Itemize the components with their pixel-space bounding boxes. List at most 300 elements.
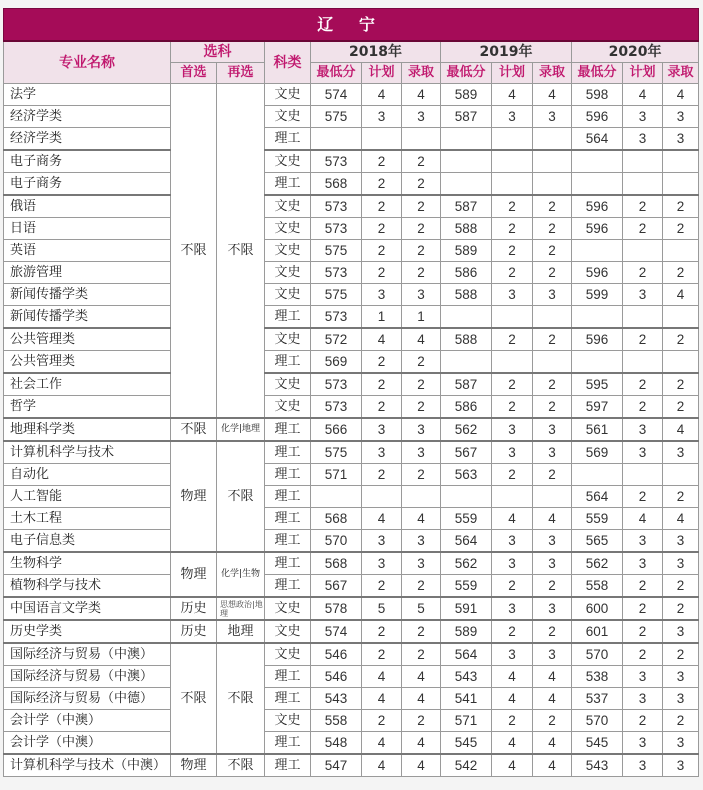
y2020-min-score-cell: 570 bbox=[572, 710, 623, 732]
y2019-min-score-cell: 589 bbox=[441, 240, 492, 262]
major-name-cell: 国际经济与贸易（中德） bbox=[4, 688, 171, 710]
y2020-admitted-cell: 3 bbox=[663, 128, 699, 151]
y2018-min-score-cell: 574 bbox=[311, 620, 362, 643]
first-choice-cell: 物理 bbox=[171, 441, 217, 552]
y2018-min-score-cell: 546 bbox=[311, 643, 362, 666]
y2019-plan-cell: 2 bbox=[492, 240, 533, 262]
y2018-min-score-cell: 573 bbox=[311, 373, 362, 396]
table-row bbox=[4, 173, 699, 196]
y2020-plan-cell: 2 bbox=[623, 328, 663, 351]
table-row bbox=[4, 84, 699, 106]
y2018-plan-cell: 3 bbox=[362, 106, 402, 128]
y2020-admitted-cell: 2 bbox=[663, 262, 699, 284]
y2018-admitted-cell: 2 bbox=[402, 396, 441, 419]
y2018-min-score-cell: 573 bbox=[311, 262, 362, 284]
y2020-plan-cell: 2 bbox=[623, 710, 663, 732]
y2019-admitted-cell: 4 bbox=[533, 732, 572, 755]
table-row bbox=[4, 464, 699, 486]
y2018-min-score-cell: 546 bbox=[311, 666, 362, 688]
y2020-plan-cell: 4 bbox=[623, 84, 663, 106]
y2019-min-score-cell: 545 bbox=[441, 732, 492, 755]
y2018-admitted-cell: 2 bbox=[402, 218, 441, 240]
y2019-admitted-cell: 3 bbox=[533, 552, 572, 575]
y2018-plan-cell: 4 bbox=[362, 688, 402, 710]
y2019-admitted-cell: 2 bbox=[533, 262, 572, 284]
table-title: 辽 宁 bbox=[4, 9, 699, 42]
y2018-plan-cell: 2 bbox=[362, 464, 402, 486]
y2020-min-score-cell: 596 bbox=[572, 195, 623, 218]
table-row bbox=[4, 128, 699, 151]
y2020-plan-cell: 3 bbox=[623, 418, 663, 441]
table-row bbox=[4, 150, 699, 173]
y2020-plan-cell: 2 bbox=[623, 396, 663, 419]
y2018-min-score-cell: 567 bbox=[311, 575, 362, 598]
category-cell: 文史 bbox=[265, 328, 311, 351]
category-cell: 文史 bbox=[265, 620, 311, 643]
y2018-admitted-cell: 2 bbox=[402, 240, 441, 262]
y2020-plan-cell: 4 bbox=[623, 508, 663, 530]
first-choice-cell: 历史 bbox=[171, 620, 217, 643]
table-row bbox=[4, 262, 699, 284]
major-name-cell: 哲学 bbox=[4, 396, 171, 419]
y2018-admitted-cell: 4 bbox=[402, 508, 441, 530]
y2019-plan-cell: 2 bbox=[492, 575, 533, 598]
y2020-min-score-cell: 596 bbox=[572, 262, 623, 284]
y2018-admitted-cell: 2 bbox=[402, 195, 441, 218]
y2018-plan-cell: 4 bbox=[362, 732, 402, 755]
y2018-min-score-cell: 575 bbox=[311, 106, 362, 128]
major-name-cell: 会计学（中澳） bbox=[4, 710, 171, 732]
category-cell: 文史 bbox=[265, 262, 311, 284]
category-cell: 理工 bbox=[265, 418, 311, 441]
y2018-min-score-cell: 568 bbox=[311, 508, 362, 530]
major-name-cell: 新闻传播学类 bbox=[4, 284, 171, 306]
y2019-admitted-cell bbox=[533, 486, 572, 508]
table-row bbox=[4, 710, 699, 732]
y2020-plan-cell: 2 bbox=[623, 262, 663, 284]
major-name-cell: 经济学类 bbox=[4, 128, 171, 151]
y2020-admitted-cell: 3 bbox=[663, 620, 699, 643]
y2020-plan-cell bbox=[623, 173, 663, 196]
category-cell: 文史 bbox=[265, 106, 311, 128]
table-row bbox=[4, 195, 699, 218]
major-name-cell: 植物科学与技术 bbox=[4, 575, 171, 598]
table-row bbox=[4, 575, 699, 598]
y2020-plan-cell: 2 bbox=[623, 597, 663, 620]
y2020-admitted-cell: 3 bbox=[663, 441, 699, 464]
y2018-admitted-cell: 3 bbox=[402, 106, 441, 128]
y2020-plan-cell bbox=[623, 351, 663, 374]
y2018-plan-cell: 3 bbox=[362, 530, 402, 553]
y2019-admitted-cell bbox=[533, 128, 572, 151]
y2018-admitted-cell: 2 bbox=[402, 262, 441, 284]
y2020-plan-cell: 2 bbox=[623, 218, 663, 240]
y2020-min-score-cell: 597 bbox=[572, 396, 623, 419]
major-name-cell: 国际经济与贸易（中澳） bbox=[4, 643, 171, 666]
y2018-admitted-cell: 2 bbox=[402, 620, 441, 643]
y2018-min-score-cell: 573 bbox=[311, 195, 362, 218]
y2019-plan-cell: 3 bbox=[492, 418, 533, 441]
y2019-min-score-cell: 559 bbox=[441, 508, 492, 530]
y2020-admitted-cell: 2 bbox=[663, 575, 699, 598]
y2018-admitted-cell: 4 bbox=[402, 84, 441, 106]
y2020-plan-cell: 3 bbox=[623, 732, 663, 755]
first-choice-cell: 物理 bbox=[171, 552, 217, 597]
y2019-min-score-cell: 588 bbox=[441, 218, 492, 240]
y2020-min-score-cell: 543 bbox=[572, 754, 623, 777]
y2019-admitted-cell: 2 bbox=[533, 240, 572, 262]
y2020-admitted-cell: 2 bbox=[663, 597, 699, 620]
y2019-plan-cell: 4 bbox=[492, 666, 533, 688]
y2018-plan-cell: 2 bbox=[362, 620, 402, 643]
table-row bbox=[4, 351, 699, 374]
table-row bbox=[4, 643, 699, 666]
y2019-admitted-cell: 2 bbox=[533, 575, 572, 598]
y2018-admitted-cell: 2 bbox=[402, 643, 441, 666]
y2019-admitted-cell bbox=[533, 351, 572, 374]
y2019-plan-cell bbox=[492, 150, 533, 173]
y2019-min-score-cell bbox=[441, 486, 492, 508]
y2020-plan-cell: 3 bbox=[623, 754, 663, 777]
y2020-plan-cell: 3 bbox=[623, 106, 663, 128]
y2018-admitted-cell: 4 bbox=[402, 754, 441, 777]
y2019-admitted-cell bbox=[533, 150, 572, 173]
y2019-plan-cell: 2 bbox=[492, 620, 533, 643]
y2018-plan-cell: 5 bbox=[362, 597, 402, 620]
header-2018-admitted: 录取 bbox=[402, 63, 441, 84]
y2018-admitted-cell: 2 bbox=[402, 373, 441, 396]
y2019-plan-cell: 2 bbox=[492, 373, 533, 396]
table-row bbox=[4, 508, 699, 530]
y2018-admitted-cell: 3 bbox=[402, 284, 441, 306]
major-name-cell: 生物科学 bbox=[4, 552, 171, 575]
y2019-min-score-cell: 586 bbox=[441, 262, 492, 284]
category-cell: 理工 bbox=[265, 530, 311, 553]
y2018-plan-cell: 2 bbox=[362, 173, 402, 196]
first-choice-cell: 物理 bbox=[171, 754, 217, 777]
y2019-min-score-cell: 564 bbox=[441, 530, 492, 553]
y2019-admitted-cell: 2 bbox=[533, 195, 572, 218]
y2020-min-score-cell: 545 bbox=[572, 732, 623, 755]
y2019-admitted-cell: 3 bbox=[533, 284, 572, 306]
y2020-admitted-cell: 2 bbox=[663, 710, 699, 732]
category-cell: 理工 bbox=[265, 486, 311, 508]
y2020-admitted-cell bbox=[663, 306, 699, 329]
y2019-min-score-cell: 563 bbox=[441, 464, 492, 486]
y2019-plan-cell: 2 bbox=[492, 464, 533, 486]
y2019-admitted-cell bbox=[533, 173, 572, 196]
category-cell: 理工 bbox=[265, 754, 311, 777]
major-name-cell: 历史学类 bbox=[4, 620, 171, 643]
second-choice-cell: 不限 bbox=[217, 754, 265, 777]
y2020-admitted-cell bbox=[663, 150, 699, 173]
second-choice-cell: 不限 bbox=[217, 84, 265, 419]
major-name-cell: 电子信息类 bbox=[4, 530, 171, 553]
y2019-plan-cell: 2 bbox=[492, 710, 533, 732]
table-row bbox=[4, 418, 699, 441]
y2018-min-score-cell: 568 bbox=[311, 552, 362, 575]
category-cell: 理工 bbox=[265, 441, 311, 464]
y2019-plan-cell: 2 bbox=[492, 396, 533, 419]
header-first-choice: 首选 bbox=[171, 63, 217, 84]
table-row bbox=[4, 284, 699, 306]
major-name-cell: 计算机科学与技术（中澳） bbox=[4, 754, 171, 777]
y2019-min-score-cell bbox=[441, 150, 492, 173]
y2019-plan-cell: 3 bbox=[492, 530, 533, 553]
y2020-min-score-cell: 562 bbox=[572, 552, 623, 575]
first-choice-cell: 不限 bbox=[171, 84, 217, 419]
major-name-cell: 电子商务 bbox=[4, 173, 171, 196]
y2018-admitted-cell: 3 bbox=[402, 441, 441, 464]
y2020-min-score-cell: 564 bbox=[572, 486, 623, 508]
first-choice-cell: 不限 bbox=[171, 643, 217, 754]
y2020-admitted-cell: 2 bbox=[663, 373, 699, 396]
y2018-admitted-cell: 2 bbox=[402, 575, 441, 598]
y2019-admitted-cell: 2 bbox=[533, 218, 572, 240]
major-name-cell: 俄语 bbox=[4, 195, 171, 218]
category-cell: 理工 bbox=[265, 351, 311, 374]
y2018-plan-cell: 2 bbox=[362, 373, 402, 396]
y2020-admitted-cell: 2 bbox=[663, 328, 699, 351]
header-second-choice: 再选 bbox=[217, 63, 265, 84]
y2019-min-score-cell: 589 bbox=[441, 620, 492, 643]
y2018-min-score-cell: 570 bbox=[311, 530, 362, 553]
y2019-admitted-cell: 2 bbox=[533, 373, 572, 396]
y2018-plan-cell: 3 bbox=[362, 418, 402, 441]
major-name-cell: 社会工作 bbox=[4, 373, 171, 396]
y2018-plan-cell: 4 bbox=[362, 666, 402, 688]
y2019-admitted-cell: 2 bbox=[533, 396, 572, 419]
category-cell: 理工 bbox=[265, 128, 311, 151]
table-row bbox=[4, 441, 699, 464]
y2020-min-score-cell bbox=[572, 464, 623, 486]
y2020-min-score-cell: 596 bbox=[572, 328, 623, 351]
y2019-admitted-cell: 4 bbox=[533, 754, 572, 777]
table-row bbox=[4, 732, 699, 755]
y2020-min-score-cell: 538 bbox=[572, 666, 623, 688]
header-2020-min-score: 最低分 bbox=[572, 63, 623, 84]
table-row bbox=[4, 396, 699, 419]
y2020-admitted-cell: 4 bbox=[663, 508, 699, 530]
category-cell: 理工 bbox=[265, 688, 311, 710]
y2019-admitted-cell: 3 bbox=[533, 441, 572, 464]
y2020-admitted-cell: 2 bbox=[663, 218, 699, 240]
y2019-plan-cell: 3 bbox=[492, 441, 533, 464]
y2020-min-score-cell: 595 bbox=[572, 373, 623, 396]
table-row bbox=[4, 486, 699, 508]
y2019-admitted-cell: 4 bbox=[533, 666, 572, 688]
y2019-plan-cell: 3 bbox=[492, 643, 533, 666]
y2018-min-score-cell: 568 bbox=[311, 173, 362, 196]
y2018-plan-cell: 2 bbox=[362, 195, 402, 218]
major-name-cell: 自动化 bbox=[4, 464, 171, 486]
y2018-plan-cell: 2 bbox=[362, 262, 402, 284]
y2020-plan-cell bbox=[623, 464, 663, 486]
y2018-plan-cell: 4 bbox=[362, 84, 402, 106]
y2020-min-score-cell: 559 bbox=[572, 508, 623, 530]
y2019-admitted-cell: 4 bbox=[533, 688, 572, 710]
y2019-min-score-cell: 587 bbox=[441, 106, 492, 128]
table-row bbox=[4, 530, 699, 553]
y2018-admitted-cell: 4 bbox=[402, 328, 441, 351]
y2018-min-score-cell: 573 bbox=[311, 218, 362, 240]
y2020-min-score-cell: 570 bbox=[572, 643, 623, 666]
y2018-plan-cell: 2 bbox=[362, 351, 402, 374]
y2019-admitted-cell bbox=[533, 306, 572, 329]
first-choice-cell: 历史 bbox=[171, 597, 217, 620]
y2018-min-score-cell: 575 bbox=[311, 441, 362, 464]
y2019-min-score-cell: 587 bbox=[441, 195, 492, 218]
header-2018-plan: 计划 bbox=[362, 63, 402, 84]
table-row bbox=[4, 106, 699, 128]
header-category: 科类 bbox=[265, 41, 311, 84]
y2018-min-score-cell: 575 bbox=[311, 240, 362, 262]
y2018-plan-cell: 3 bbox=[362, 441, 402, 464]
category-cell: 文史 bbox=[265, 373, 311, 396]
table-row bbox=[4, 240, 699, 262]
y2019-admitted-cell: 3 bbox=[533, 418, 572, 441]
y2020-min-score-cell: 601 bbox=[572, 620, 623, 643]
major-name-cell: 公共管理类 bbox=[4, 351, 171, 374]
y2018-plan-cell bbox=[362, 128, 402, 151]
y2020-min-score-cell: 537 bbox=[572, 688, 623, 710]
header-year-2018: 2018年 bbox=[311, 41, 441, 63]
major-name-cell: 英语 bbox=[4, 240, 171, 262]
y2020-admitted-cell bbox=[663, 351, 699, 374]
y2020-admitted-cell: 4 bbox=[663, 84, 699, 106]
y2018-plan-cell: 2 bbox=[362, 710, 402, 732]
y2019-admitted-cell: 2 bbox=[533, 710, 572, 732]
table-row bbox=[4, 306, 699, 329]
y2020-admitted-cell: 4 bbox=[663, 418, 699, 441]
major-name-cell: 法学 bbox=[4, 84, 171, 106]
y2019-plan-cell: 2 bbox=[492, 195, 533, 218]
y2020-plan-cell: 2 bbox=[623, 643, 663, 666]
y2018-admitted-cell: 4 bbox=[402, 732, 441, 755]
category-cell: 文史 bbox=[265, 710, 311, 732]
y2018-min-score-cell: 558 bbox=[311, 710, 362, 732]
major-name-cell: 人工智能 bbox=[4, 486, 171, 508]
y2019-admitted-cell: 2 bbox=[533, 464, 572, 486]
y2020-min-score-cell: 600 bbox=[572, 597, 623, 620]
y2020-plan-cell: 2 bbox=[623, 575, 663, 598]
y2019-min-score-cell: 542 bbox=[441, 754, 492, 777]
admission-table-container bbox=[3, 8, 698, 777]
y2019-min-score-cell bbox=[441, 351, 492, 374]
y2020-plan-cell: 2 bbox=[623, 373, 663, 396]
y2019-min-score-cell: 559 bbox=[441, 575, 492, 598]
category-cell: 文史 bbox=[265, 240, 311, 262]
second-choice-cell: 不限 bbox=[217, 441, 265, 552]
y2020-min-score-cell bbox=[572, 306, 623, 329]
category-cell: 文史 bbox=[265, 195, 311, 218]
second-choice-cell: 化学|生物 bbox=[217, 552, 265, 597]
y2018-admitted-cell: 2 bbox=[402, 173, 441, 196]
category-cell: 文史 bbox=[265, 597, 311, 620]
table-row bbox=[4, 328, 699, 351]
y2018-admitted-cell: 3 bbox=[402, 530, 441, 553]
table-row bbox=[4, 666, 699, 688]
y2018-plan-cell: 2 bbox=[362, 240, 402, 262]
y2020-admitted-cell: 2 bbox=[663, 643, 699, 666]
y2020-admitted-cell: 2 bbox=[663, 195, 699, 218]
y2018-plan-cell: 1 bbox=[362, 306, 402, 329]
header-2018-min-score: 最低分 bbox=[311, 63, 362, 84]
major-name-cell: 土木工程 bbox=[4, 508, 171, 530]
table-row bbox=[4, 754, 699, 777]
y2019-min-score-cell: 588 bbox=[441, 284, 492, 306]
y2018-admitted-cell: 3 bbox=[402, 418, 441, 441]
major-name-cell: 新闻传播学类 bbox=[4, 306, 171, 329]
y2020-min-score-cell: 596 bbox=[572, 218, 623, 240]
y2019-plan-cell bbox=[492, 486, 533, 508]
y2020-min-score-cell: 569 bbox=[572, 441, 623, 464]
y2020-plan-cell: 3 bbox=[623, 530, 663, 553]
y2020-plan-cell: 3 bbox=[623, 552, 663, 575]
category-cell: 文史 bbox=[265, 84, 311, 106]
major-name-cell: 中国语言文学类 bbox=[4, 597, 171, 620]
y2018-admitted-cell: 3 bbox=[402, 552, 441, 575]
y2020-plan-cell bbox=[623, 240, 663, 262]
header-2019-admitted: 录取 bbox=[533, 63, 572, 84]
table-row bbox=[4, 597, 699, 620]
table-row bbox=[4, 218, 699, 240]
y2020-min-score-cell: 564 bbox=[572, 128, 623, 151]
y2018-admitted-cell: 4 bbox=[402, 666, 441, 688]
y2019-admitted-cell: 4 bbox=[533, 84, 572, 106]
y2019-admitted-cell: 4 bbox=[533, 508, 572, 530]
y2018-min-score-cell: 569 bbox=[311, 351, 362, 374]
y2019-min-score-cell: 589 bbox=[441, 84, 492, 106]
y2018-plan-cell: 4 bbox=[362, 508, 402, 530]
header-year-2020: 2020年 bbox=[572, 41, 699, 63]
y2020-plan-cell: 2 bbox=[623, 486, 663, 508]
y2019-admitted-cell: 3 bbox=[533, 106, 572, 128]
y2018-plan-cell: 2 bbox=[362, 575, 402, 598]
y2019-plan-cell bbox=[492, 173, 533, 196]
y2020-plan-cell: 2 bbox=[623, 195, 663, 218]
y2018-min-score-cell: 575 bbox=[311, 284, 362, 306]
y2019-plan-cell: 2 bbox=[492, 218, 533, 240]
y2018-min-score-cell: 573 bbox=[311, 306, 362, 329]
y2018-min-score-cell bbox=[311, 128, 362, 151]
y2019-min-score-cell: 571 bbox=[441, 710, 492, 732]
category-cell: 文史 bbox=[265, 396, 311, 419]
y2019-min-score-cell: 562 bbox=[441, 552, 492, 575]
y2020-admitted-cell bbox=[663, 173, 699, 196]
y2020-min-score-cell: 598 bbox=[572, 84, 623, 106]
y2020-plan-cell bbox=[623, 306, 663, 329]
second-choice-cell: 化学|地理 bbox=[217, 418, 265, 441]
y2018-plan-cell: 4 bbox=[362, 754, 402, 777]
y2019-admitted-cell: 3 bbox=[533, 643, 572, 666]
first-choice-cell: 不限 bbox=[171, 418, 217, 441]
category-cell: 文史 bbox=[265, 643, 311, 666]
y2018-min-score-cell: 572 bbox=[311, 328, 362, 351]
y2020-plan-cell: 2 bbox=[623, 620, 663, 643]
y2020-plan-cell: 3 bbox=[623, 666, 663, 688]
y2018-min-score-cell: 548 bbox=[311, 732, 362, 755]
y2020-admitted-cell: 3 bbox=[663, 666, 699, 688]
y2020-admitted-cell: 3 bbox=[663, 732, 699, 755]
y2018-plan-cell: 4 bbox=[362, 328, 402, 351]
y2018-admitted-cell: 1 bbox=[402, 306, 441, 329]
major-name-cell: 经济学类 bbox=[4, 106, 171, 128]
y2019-plan-cell: 3 bbox=[492, 284, 533, 306]
y2019-min-score-cell bbox=[441, 128, 492, 151]
major-name-cell: 地理科学类 bbox=[4, 418, 171, 441]
y2018-min-score-cell: 566 bbox=[311, 418, 362, 441]
